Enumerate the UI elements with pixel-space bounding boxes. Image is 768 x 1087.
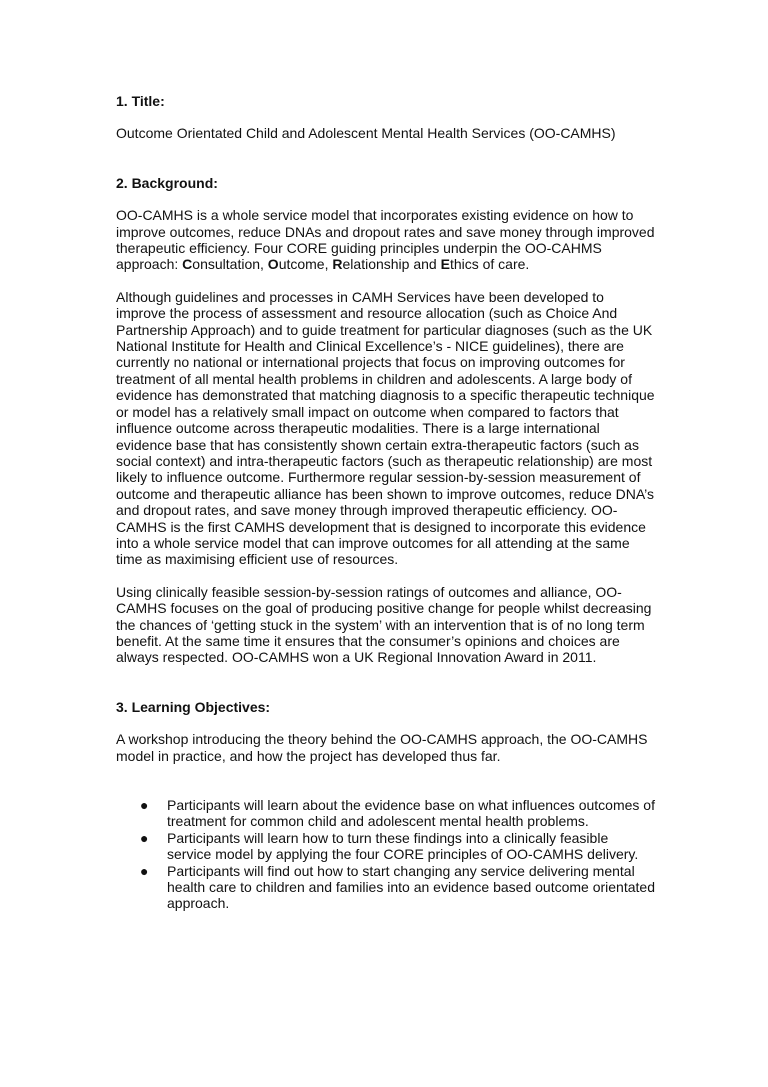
list-item [116,797,656,830]
section-2-heading: 2. Background: [116,174,218,191]
bullet-icon: ● [140,797,149,813]
section-1-heading: 1. Title: [116,93,165,109]
objectives-list [116,797,656,912]
bullet-icon: ● [140,829,149,846]
background-paragraph-2: Although guidelines and processes in CAMH Services have been developed to improve the process of assessment and resource allocation (such as Choice And Partnership Approach) and to guide treatment for particular diagnoses (such as the UK National Institute for Health and Clinical Excellence’s - NICE guidelines), there are currently no national or international projects that focus on improving outcomes for treatment of all mental health problems in children and adolescents. A large body of evidence has demonstrated that matching diagnosis to a specific therapeutic technique or model has a relatively small impact on outcome when compared to factors that influence outcome across therapeutic modalities. There is a large international evidence base that has consistently shown certain extra-therapeutic factors (such as social context) and intra-therapeutic factors (such as therapeutic relationship) are most likely to influence outcome. Furthermore regular session-by-session measurement of outcome and therapeutic alliance has been shown to improve outcomes, reduce DNA’s and dropout rates, and save money through improved therapeutic efficiency. OO-CAMHS is the first CAMHS development that is designed to incorporate this evidence into a whole service model that can improve outcomes for all attending at the same time as maximising efficient use of resources. [116,288,655,568]
list-item [116,863,656,912]
core-word-o: utcome, [278,256,333,273]
core-letter-r: R [332,256,343,273]
core-word-r: elationship and [342,256,441,273]
list-item-text: Participants will learn about the evidence base on what influences outcomes of treatment for common child and adolescent mental health problems. [167,797,655,830]
core-word-e: thics of care. [449,256,530,273]
bullet-icon: ● [140,862,149,879]
core-letter-e: E [440,256,450,273]
core-letter-c: C [182,256,193,273]
core-word-c: onsultation, [192,256,268,273]
core-letter-o: O [267,256,279,273]
objectives-intro: A workshop introducing the theory behind the OO-CAMHS approach, the OO-CAMHS model in practice, and how the project has developed thus far. [116,731,648,764]
document-body [116,93,656,912]
list-item-text: Participants will learn how to turn these findings into a clinically feasible service model by applying the four CORE principles of OO-CAMHS delivery. [167,829,639,863]
section-3-heading: 3. Learning Objectives: [116,698,271,715]
background-p1-intro: OO-CAMHS is a whole service model that incorporates existing evidence on how to improve outcomes, reduce DNAs and dropout rates and save money through improved therapeutic efficiency. Four CORE guiding principles underpin the OO-CAHMS approach: [116,207,655,273]
title-text: Outcome Orientated Child and Adolescent Mental Health Services (OO-CAMHS) [116,125,616,142]
background-paragraph-3: Using clinically feasible session-by-session ratings of outcomes and alliance, OO-CAMHS focuses on the goal of producing positive change for people whilst decreasing the chances of ‘getting stuck in the system’ with an intervention that is of no long term benefit. At the same time it ensures that the consumer’s opinions and choices are always respected. OO-CAMHS won a UK Regional Innovation Award in 2011. [116,583,652,666]
background-paragraph-1 [116,207,656,273]
list-item-text: Participants will find out how to start changing any service delivering mental health care to children and families into an evidence based outcome orientated approach. [167,862,655,912]
list-item [116,830,656,863]
